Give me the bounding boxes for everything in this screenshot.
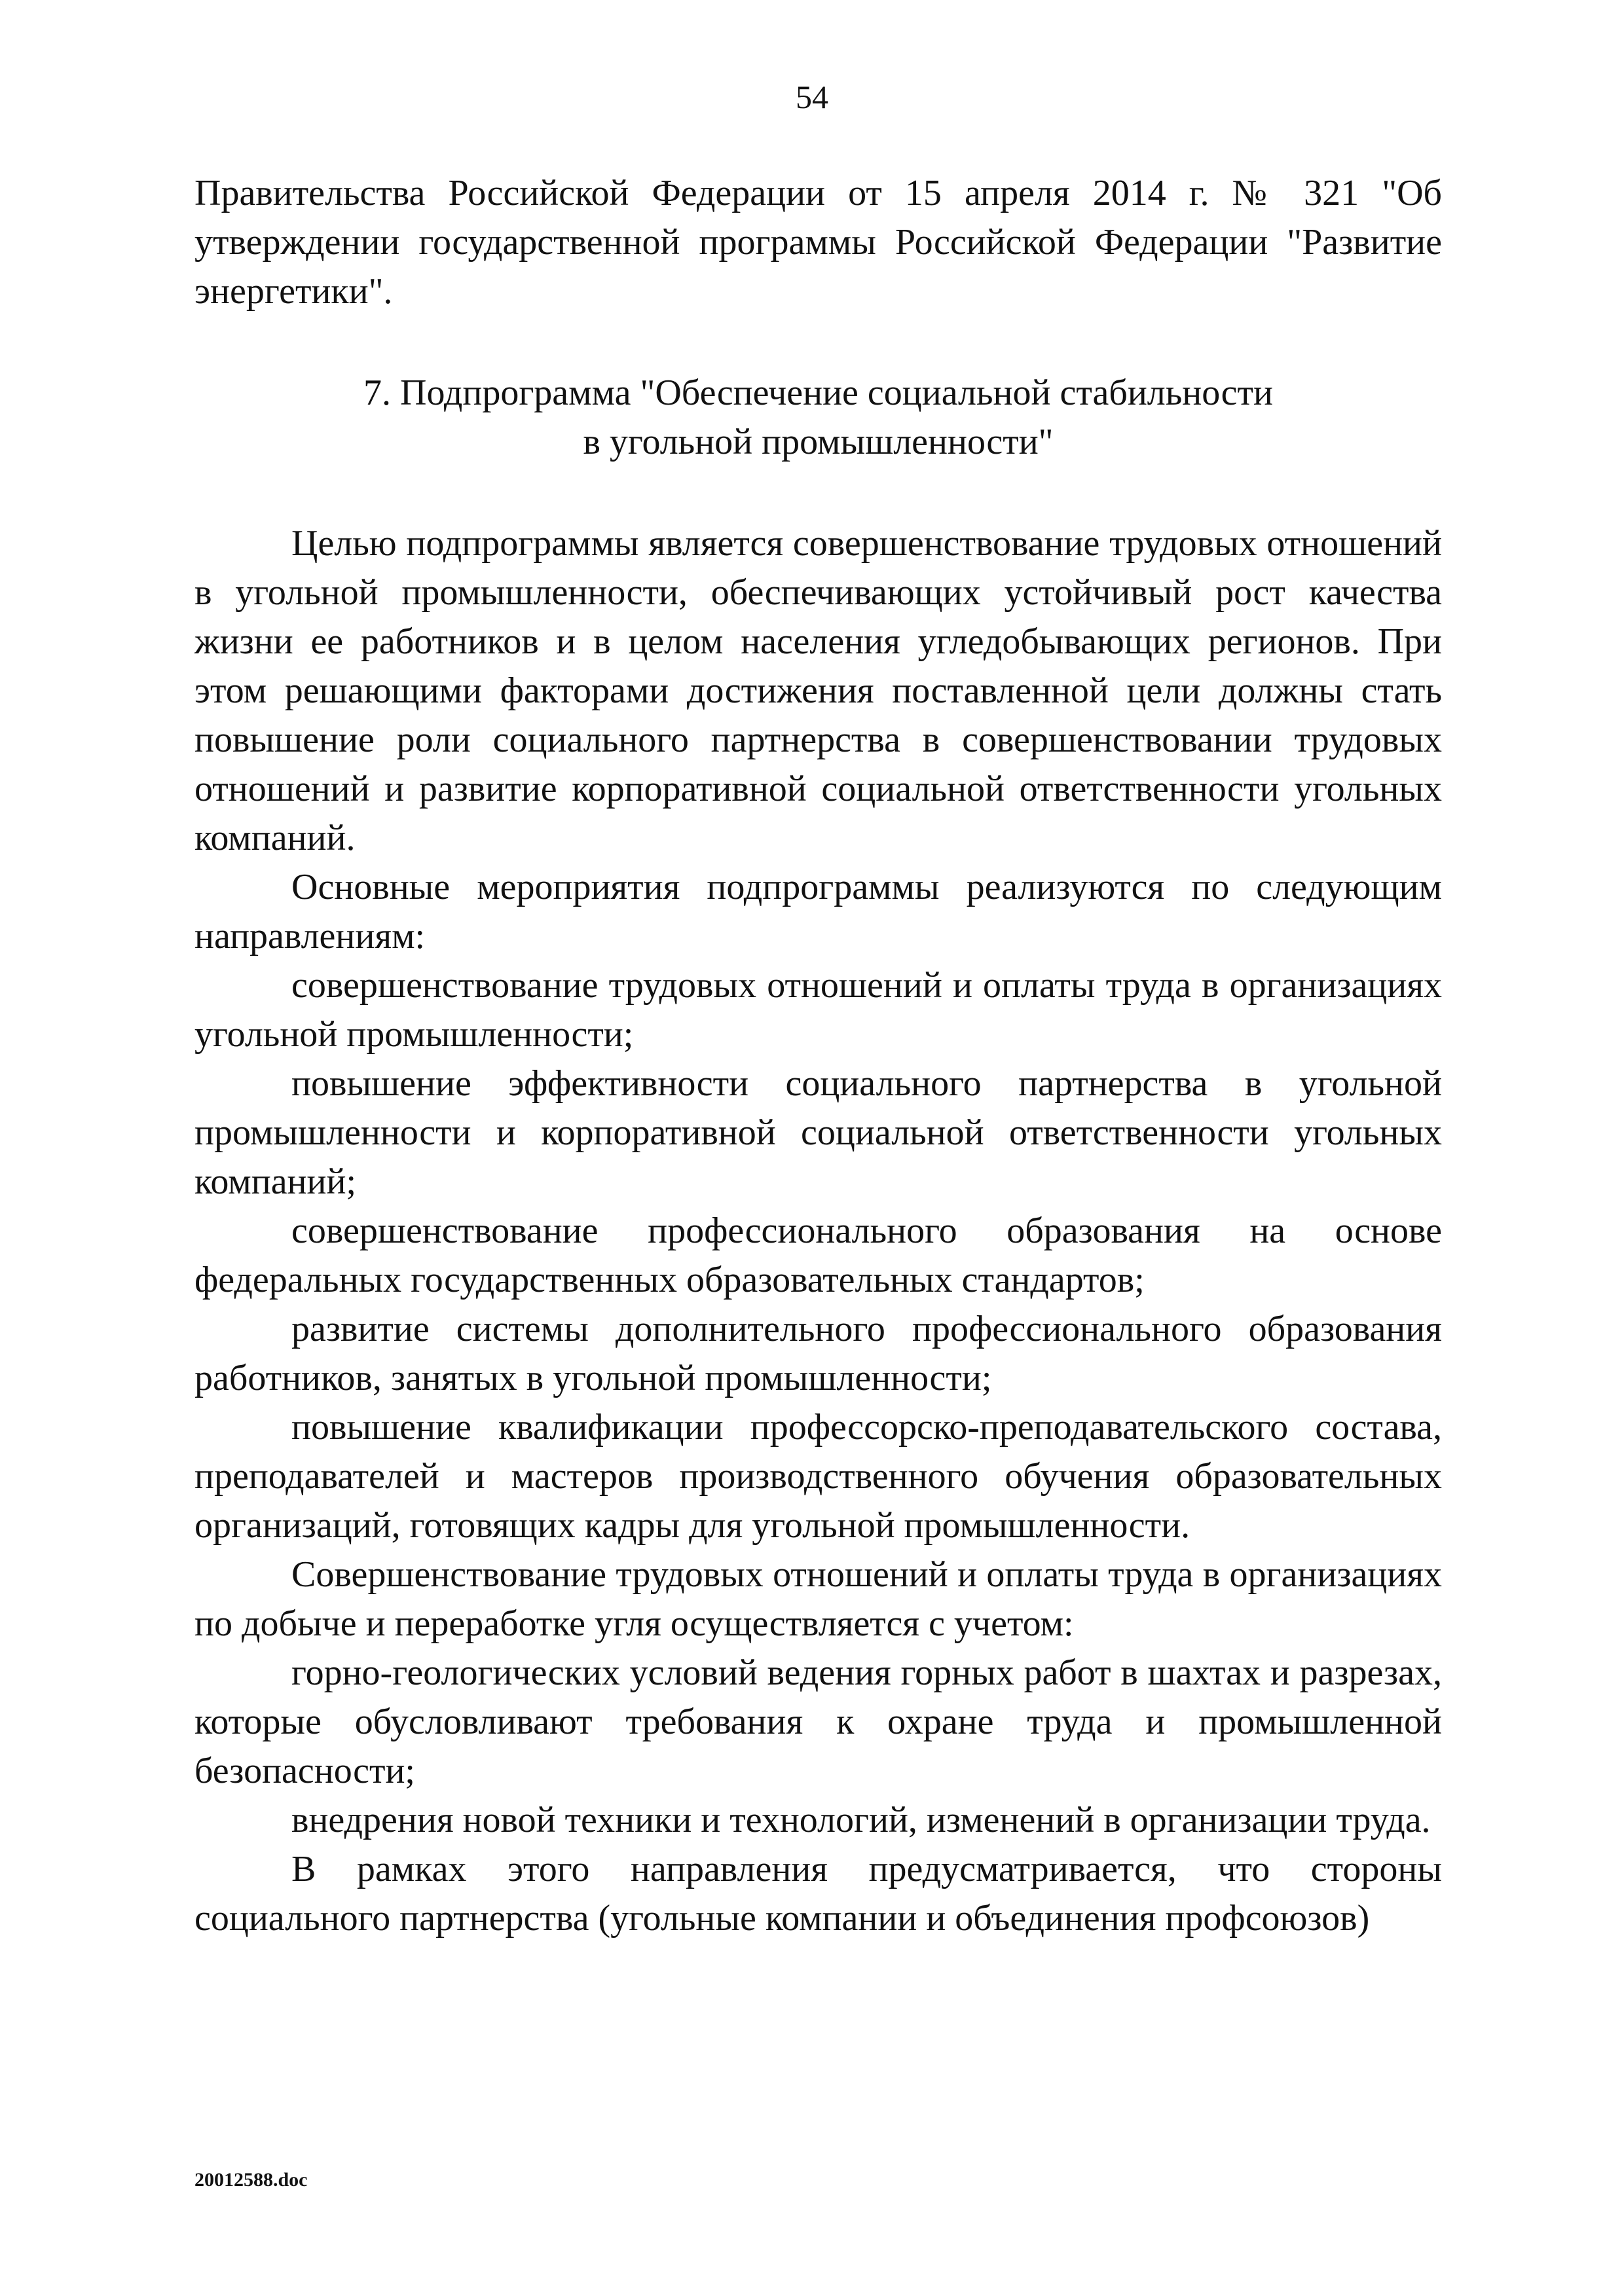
document-body (194, 169, 1442, 1943)
paragraph-labor-improvement: Совершенствование трудовых отношений и оплаты труда в организациях по добыче и переработке угля осуществляется с учетом: (194, 1554, 1442, 1644)
paragraph-social-partners: В рамках этого направления предусматривается, что стороны социального партнерства (угольные компании и объединения профсоюзов) (194, 1849, 1442, 1939)
list-item-new-technology: внедрения новой техники и технологий, изменений в организации труда. (291, 1800, 1431, 1840)
section-heading-line-2: в угольной промышленности" (583, 422, 1054, 462)
section-heading (194, 369, 1442, 467)
footer-document-code: 20012588.doc (194, 2169, 308, 2191)
list-item-teacher-qualification: повышение квалификации профессорско-преподавательского состава, преподавателей и мастеров производственного обучения образовательных организаций, готовящих кадры для угольной промышленности. (194, 1407, 1442, 1546)
paragraph-main-activities: Основные мероприятия подпрограммы реализуются по следующим направлениям: (194, 867, 1442, 957)
section-heading-line-1: 7. Подпрограмма "Обеспечение социальной стабильности (363, 373, 1273, 413)
paragraph-goal: Целью подпрограммы является совершенствование трудовых отношений в угольной промышленности, обеспечивающих устойчивый рост качества жизни ее работников и в целом населения угледобывающих регионов. При этом решающими факторами достижения поставленной цели должны стать повышение роли социального партнерства в совершенствовании трудовых отношений и развитие корпоративной социальной ответственности угольных компаний. (194, 523, 1442, 858)
list-item-geological-conditions: горно-геологических условий ведения горных работ в шахтах и разрезах, которые обусловливают требования к охране труда и промышленной безопасности; (194, 1652, 1442, 1791)
list-item-professional-education: совершенствование профессионального образования на основе федеральных государственных образовательных стандартов; (194, 1211, 1442, 1300)
list-item-social-partnership: повышение эффективности социального партнерства в угольной промышленности и корпоративной социальной ответственности угольных компаний; (194, 1063, 1442, 1202)
list-item-labor-relations: совершенствование трудовых отношений и оплаты труда в организациях угольной промышленности; (194, 965, 1442, 1055)
list-item-additional-education: развитие системы дополнительного профессионального образования работников, занятых в угольной промышленности; (194, 1309, 1442, 1398)
page-number: 54 (796, 79, 828, 115)
intro-paragraph: Правительства Российской Федерации от 15 апреля 2014 г. № 321 "Об утверждении государственной программы Российской Федерации "Развитие энергетики". (194, 173, 1442, 312)
